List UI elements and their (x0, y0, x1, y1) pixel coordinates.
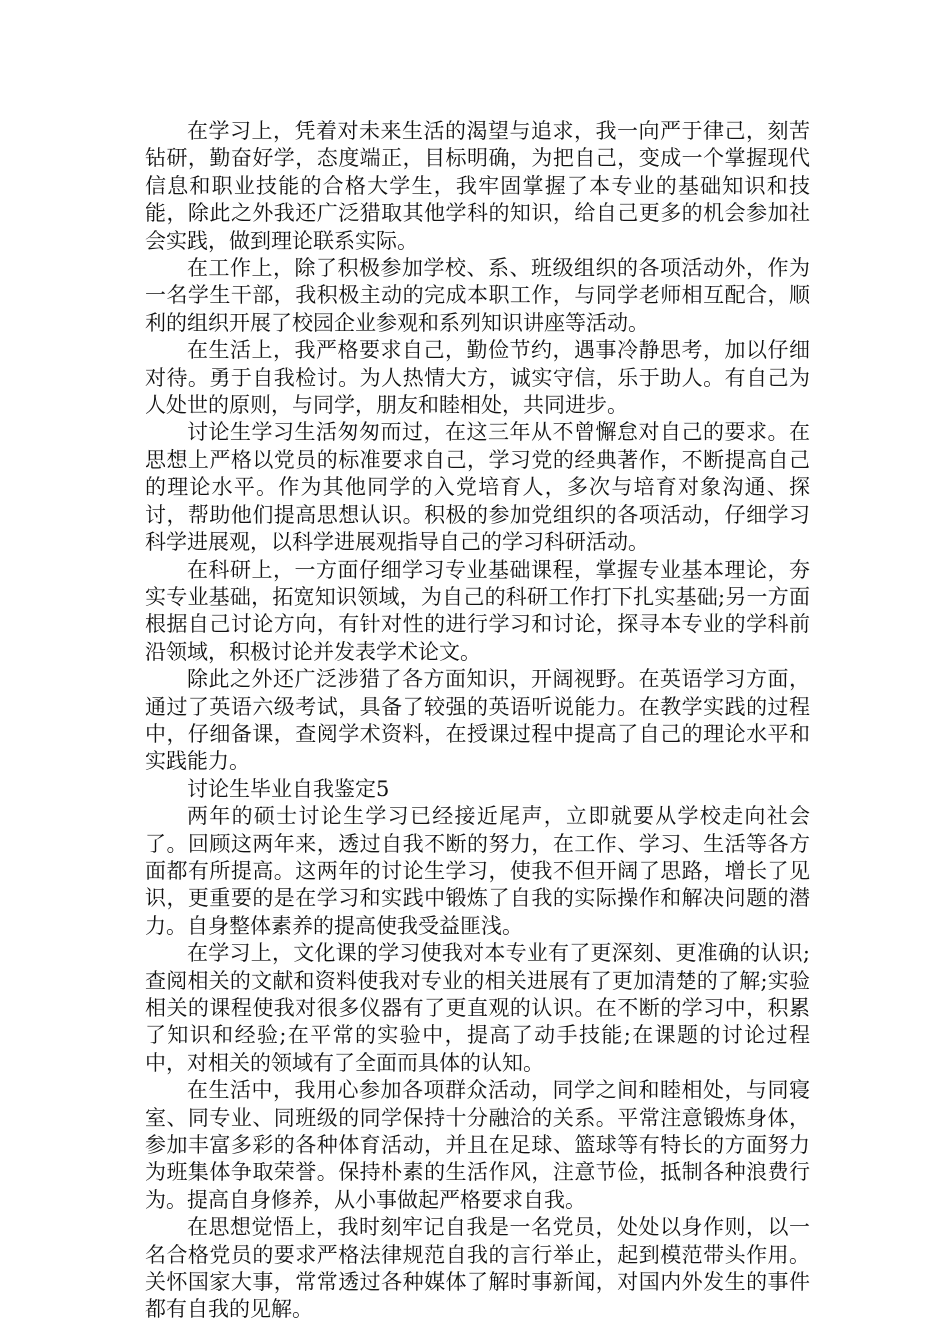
paragraph-masters-study: 在学习上，文化课的学习使我对本专业有了更深刻、更准确的认识;查阅相关的文献和资料使我对专业的相关进展有了更加清楚的了解;实验相关的课程使我对很多仪器有了更直观的认识。在不断的学习中，积累了知识和经验;在平常的实验中，提高了动手技能;在课题的讨论过程中，对相关的领域有了全面而具体的认知。 (145, 941, 810, 1075)
paragraph-masters-life: 在生活中，我用心参加各项群众活动，同学之间和睦相处，与同寝室、同专业、同班级的同学保持十分融洽的关系。平常注意锻炼身体，参加丰富多彩的各种体育活动，并且在足球、篮球等有特长的方面努力为班集体争取荣誉。保持朴素的生活作风，注意节俭，抵制各种浪费行为。提高自身修养，从小事做起严格要求自我。 (145, 1078, 810, 1212)
paragraph-work: 在工作上，除了积极参加学校、系、班级组织的各项活动外，作为一名学生干部，我积极主动的完成本职工作，与同学老师相互配合，顺利的组织开展了校园企业参观和系列知识讲座等活动。 (145, 256, 810, 335)
section-heading: 讨论生毕业自我鉴定5 (187, 776, 390, 801)
paragraph-research: 在科研上，一方面仔细学习专业基础课程，掌握专业基本理论，夯实专业基础，拓宽知识领域，为自己的科研工作打下扎实基础;另一方面根据自己讨论方向，有针对性的进行学习和讨论，探寻本专业的学科前沿领域，积极讨论并发表学术论文。 (145, 557, 810, 664)
paragraph-graduate-life: 讨论生学习生活匆匆而过，在这三年从不曾懈怠对自己的要求。在思想上严格以党员的标准要求自己，学习党的经典著作，不断提高自己的理论水平。作为其他同学的入党培育人，多次与培育对象沟通、探讨，帮助他们提高思想认识。积极的参加党组织的各项活动，仔细学习科学进展观，以科学进展观指导自己的学习科研活动。 (145, 420, 810, 555)
paragraph-masters-overview: 两年的硕士讨论生学习已经接近尾声，立即就要从学校走向社会了。回顾这两年来，透过自我不断的努力，在工作、学习、生活等各方面都有所提高。这两年的讨论生学习，使我不但开阔了思路，增长了见识，更重要的是在学习和实践中锻炼了自我的实际操作和解决问题的潜力。自身整体素养的提高使我受益匪浅。 (145, 804, 810, 938)
paragraph-study: 在学习上，凭着对未来生活的渴望与追求，我一向严于律己，刻苦钻研，勤奋好学，态度端正，目标明确，为把自己，变成一个掌握现代信息和职业技能的合格大学生，我牢固掌握了本专业的基础知识和技能，除此之外我还广泛猎取其他学科的知识，给自己更多的机会参加社会实践，做到理论联系实际。 (145, 119, 810, 253)
paragraph-broad-knowledge: 除此之外还广泛涉猎了各方面知识，开阔视野。在英语学习方面，通过了英语六级考试，具备了较强的英语听说能力。在教学实践的过程中，仔细备课，查阅学术资料，在授课过程中提高了自己的理论水平和实践能力。 (145, 667, 810, 774)
paragraph-masters-ideology: 在思想觉悟上，我时刻牢记自我是一名党员，处处以身作则，以一名合格党员的要求严格法律规范自我的言行举止，起到模范带头作用。关怀国家大事，常常透过各种媒体了解时事新闻，对国内外发生的事件都有自我的见解。 (145, 1215, 810, 1322)
document-body (145, 118, 810, 1324)
paragraph-life: 在生活上，我严格要求自己，勤俭节约，遇事冷静思考，加以仔细对待。勇于自我检讨。为人热情大方，诚实守信，乐于助人。有自己为人处世的原则，与同学，朋友和睦相处，共同进步。 (145, 338, 810, 418)
